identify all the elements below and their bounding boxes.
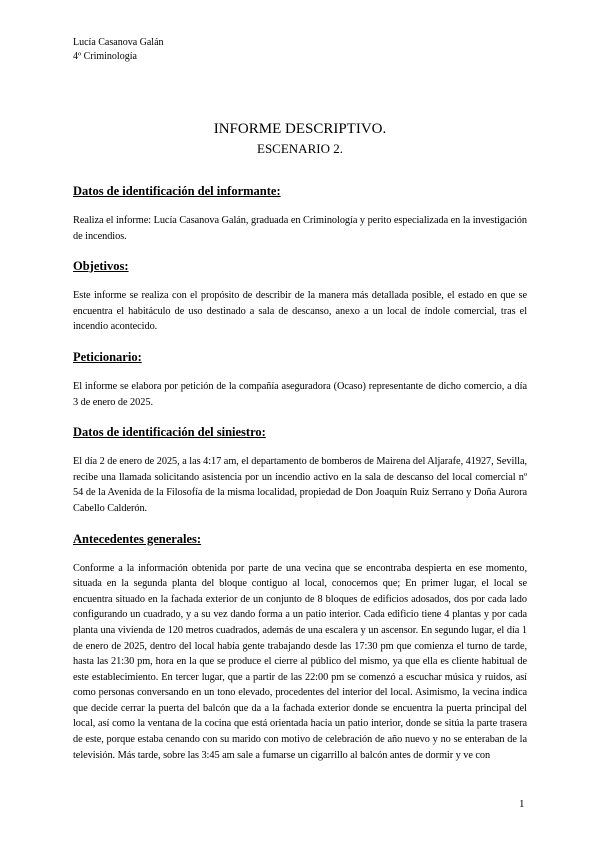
page-header: [73, 36, 164, 64]
section-paragraph: El día 2 de enero de 2025, a las 4:17 am, el departamento de bomberos de Mairena del Aljarafe, 41927, Sevilla, recibe una llamada solicitando asistencia por un incendio activo en la sala de descanso del local comercial nº 54 de la Avenida de la Filosofía de la misma localidad, propiedad de Don Joaquín Ruiz Serrano y Doña Aurora Cabello Calderón.: [73, 456, 527, 514]
section-incident-data: [73, 424, 527, 516]
section-background: [73, 531, 527, 764]
title-block: [0, 120, 600, 158]
author-name: Lucía Casanova Galán: [73, 37, 164, 48]
section-heading: Antecedentes generales:: [73, 531, 202, 546]
document-subtitle: ESCENARIO 2.: [257, 141, 343, 156]
document-title: INFORME DESCRIPTIVO.: [213, 121, 387, 137]
course-name: 4º Criminología: [73, 51, 137, 62]
section-heading: Peticionario:: [73, 349, 142, 364]
section-informant: [73, 183, 527, 244]
section-heading: Datos de identificación del siniestro:: [73, 425, 266, 440]
section-paragraph: El informe se elabora por petición de la compañía aseguradora (Ocaso) representante de dicho comercio, a día 3 de enero de 2025.: [73, 380, 527, 408]
document-body: [73, 183, 527, 777]
section-heading: Datos de identificación del informante:: [73, 184, 281, 198]
section-paragraph: Realiza el informe: Lucía Casanova Galán, graduada en Criminología y perito especializada en la investigación de incendios.: [73, 215, 527, 242]
section-paragraph: Este informe se realiza con el propósito de describir de la manera más detallada posible, el estado en que se encuentra el habitáculo de uso destinado a sala de descanso, anexo a un local de índole comercial, tras el incendio acontecido.: [73, 290, 527, 333]
page-number: 1: [519, 798, 525, 810]
section-paragraph: Conforme a la información obtenida por parte de una vecina que se encontraba despierta en ese momento, situada en la segunda planta del bloque contiguo al local, conocemos que; En primer lugar, el local se encuentra situado en la fachada exterior de un conjunto de 8 bloques de edificios adosados, dos por cada lado configurando un cuadrado, y a su vez dando forma a un patio interior. Cada edificio tiene 4 plantas y por cada planta una vivienda de 120 metros cuadrados, además de una escalera y un ascensor. En segundo lugar, el día 1 de enero de 2025, dentro del local había gente trabajando desde las 17:30 pm que comienza el turno de tarde, hasta las 21:30 pm, hora en la que se produce el cierre al público del mismo, ya que ella es cliente habitual de este establecimiento. En tercer lugar, que a partir de las 22:00 pm se comenzó a escuchar música y ruidos, así como personas conversando en un tono elevado, procedentes del interior del local. Asimismo, la vecina indica que decide cerrar la puerta del balcón que da a la fachada exterior donde se encuentra la puerta principal del local, así como la ventana de la cocina que está orientada hacia un patio interior, donde se sitúa la parte trasera de este, porque estaba cenando con su marido con motivo de celebración de año nuevo y no se enteraban de la televisión. Más tarde, sobre las 3:45 am sale a fumarse un cigarrillo al balcón antes de dormir y ve con: [73, 562, 527, 761]
section-heading: Objetivos:: [73, 259, 129, 274]
section-petitioner: [73, 349, 527, 410]
section-objectives: [73, 258, 527, 335]
